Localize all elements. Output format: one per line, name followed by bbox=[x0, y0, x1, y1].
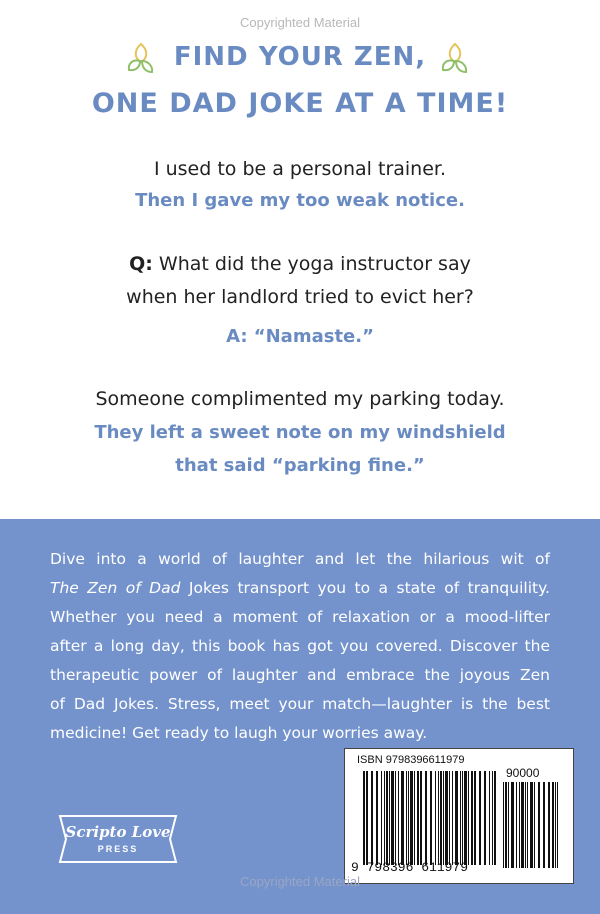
barcode-bar bbox=[398, 771, 399, 865]
isbn-label: ISBN 9798396611979 bbox=[357, 754, 465, 766]
blurb-line-rest: Jokes transport you to a state of tranquility. bbox=[180, 579, 550, 597]
barcode-bars-main bbox=[363, 771, 498, 865]
barcode-bar bbox=[435, 771, 436, 865]
barcode-bar bbox=[538, 782, 540, 868]
barcode-bar bbox=[420, 771, 422, 865]
publisher-logo bbox=[52, 810, 184, 868]
joke-3-punchline-line-2: that said “parking fine.” bbox=[175, 455, 425, 476]
barcode-bar bbox=[410, 771, 413, 865]
barcode-bar bbox=[557, 782, 558, 868]
blurb-line: therapeutic power of laughter and embrace the joyous Zen bbox=[50, 666, 550, 684]
barcode-bar bbox=[479, 771, 481, 865]
copyright-watermark-bottom: Copyrighted Material bbox=[240, 874, 360, 889]
barcode-bar bbox=[389, 771, 390, 865]
barcode-bar bbox=[452, 771, 453, 865]
barcode-bar bbox=[511, 782, 514, 868]
barcode-bars-addon bbox=[503, 782, 561, 868]
barcode-bar bbox=[408, 771, 409, 865]
barcode-bar bbox=[494, 771, 496, 865]
joke-2-answer: A: “Namaste.” bbox=[226, 326, 374, 347]
joke-2-setup-line-2: when her landlord tried to evict her? bbox=[126, 286, 474, 308]
joke-3-setup: Someone complimented my parking today. bbox=[95, 388, 505, 410]
blurb-line: Dive into a world of laughter and let the hilarious wit of bbox=[50, 550, 550, 568]
barcode-bar bbox=[363, 771, 365, 865]
headline-line-1: FIND YOUR ZEN, bbox=[173, 42, 427, 72]
barcode-bar bbox=[468, 771, 469, 865]
barcode-bar bbox=[525, 782, 526, 868]
barcode-bar bbox=[534, 782, 535, 868]
headline-line-2: ONE DAD JOKE AT A TIME! bbox=[91, 88, 509, 119]
blurb-line: medicine! Get ready to laugh your worries away. bbox=[50, 724, 428, 742]
barcode-bar bbox=[516, 782, 517, 868]
publisher-press: PRESS bbox=[97, 844, 139, 854]
barcode-bar bbox=[530, 782, 533, 868]
barcode-bar bbox=[484, 771, 486, 865]
barcode-bar bbox=[464, 771, 467, 865]
joke-3-punchline-line-1: They left a sweet note on my windshield bbox=[94, 422, 506, 443]
barcode-bar bbox=[492, 771, 493, 865]
question-label: Q: bbox=[129, 253, 153, 275]
barcode-bar bbox=[449, 771, 450, 865]
barcode-bar bbox=[381, 771, 382, 865]
barcode-bar bbox=[474, 771, 476, 865]
blurb-line: Whether you need a moment of relaxation or a mood-lifter bbox=[50, 608, 550, 626]
book-blurb bbox=[50, 545, 550, 748]
barcode-bar bbox=[552, 782, 554, 868]
barcode-bar bbox=[471, 771, 473, 865]
barcode-bar bbox=[386, 771, 388, 865]
barcode-bar bbox=[508, 782, 509, 868]
barcode-bar bbox=[527, 782, 528, 868]
barcode-bar bbox=[417, 771, 419, 865]
barcode-bar bbox=[371, 771, 373, 865]
price-code: 90000 bbox=[506, 766, 540, 780]
blurb-line bbox=[50, 574, 550, 603]
barcode-bar bbox=[460, 771, 461, 865]
publisher-name: Scripto Love bbox=[65, 823, 171, 841]
joke-2-setup-line-1 bbox=[0, 253, 600, 275]
barcode-bar bbox=[505, 782, 507, 868]
joke-2-setup-text: What did the yoga instructor say bbox=[152, 253, 471, 275]
barcode-bar bbox=[425, 771, 427, 865]
barcode-bar bbox=[521, 782, 524, 868]
joke-1-punchline: Then I gave my too weak notice. bbox=[135, 190, 465, 211]
blurb-line: after a long day, this book has got you covered. Discover the bbox=[50, 637, 550, 655]
joke-1-setup: I used to be a personal trainer. bbox=[153, 158, 447, 180]
barcode-bar bbox=[443, 771, 444, 865]
barcode-bar bbox=[401, 771, 404, 865]
barcode-bar bbox=[406, 771, 407, 865]
copyright-watermark-top: Copyrighted Material bbox=[240, 15, 360, 30]
barcode-bar bbox=[445, 771, 448, 865]
barcode-bar bbox=[395, 771, 396, 865]
barcode-bar bbox=[438, 771, 439, 865]
isbn-barcode bbox=[344, 748, 574, 884]
barcode-bar bbox=[391, 771, 394, 865]
barcode-bar bbox=[519, 782, 520, 868]
barcode-bar bbox=[376, 771, 378, 865]
barcode-bar bbox=[462, 771, 463, 865]
barcode-bar bbox=[430, 771, 432, 865]
barcode-bar bbox=[455, 771, 458, 865]
book-title-italic: The Zen of Dad bbox=[50, 579, 181, 597]
barcode-bar bbox=[543, 782, 545, 868]
barcode-bar bbox=[414, 771, 415, 865]
barcode-bar bbox=[366, 771, 368, 865]
barcode-bar bbox=[503, 782, 504, 868]
barcode-bar bbox=[489, 771, 490, 865]
barcode-bar bbox=[555, 782, 556, 868]
barcode-bar bbox=[440, 771, 442, 865]
isbn-digits: 9 798396 611979 bbox=[351, 860, 469, 875]
blurb-line: of Dad Jokes. Stress, meet your match—laughter is the best bbox=[50, 695, 550, 713]
barcode-bar bbox=[548, 782, 550, 868]
barcode-bar bbox=[384, 771, 385, 865]
